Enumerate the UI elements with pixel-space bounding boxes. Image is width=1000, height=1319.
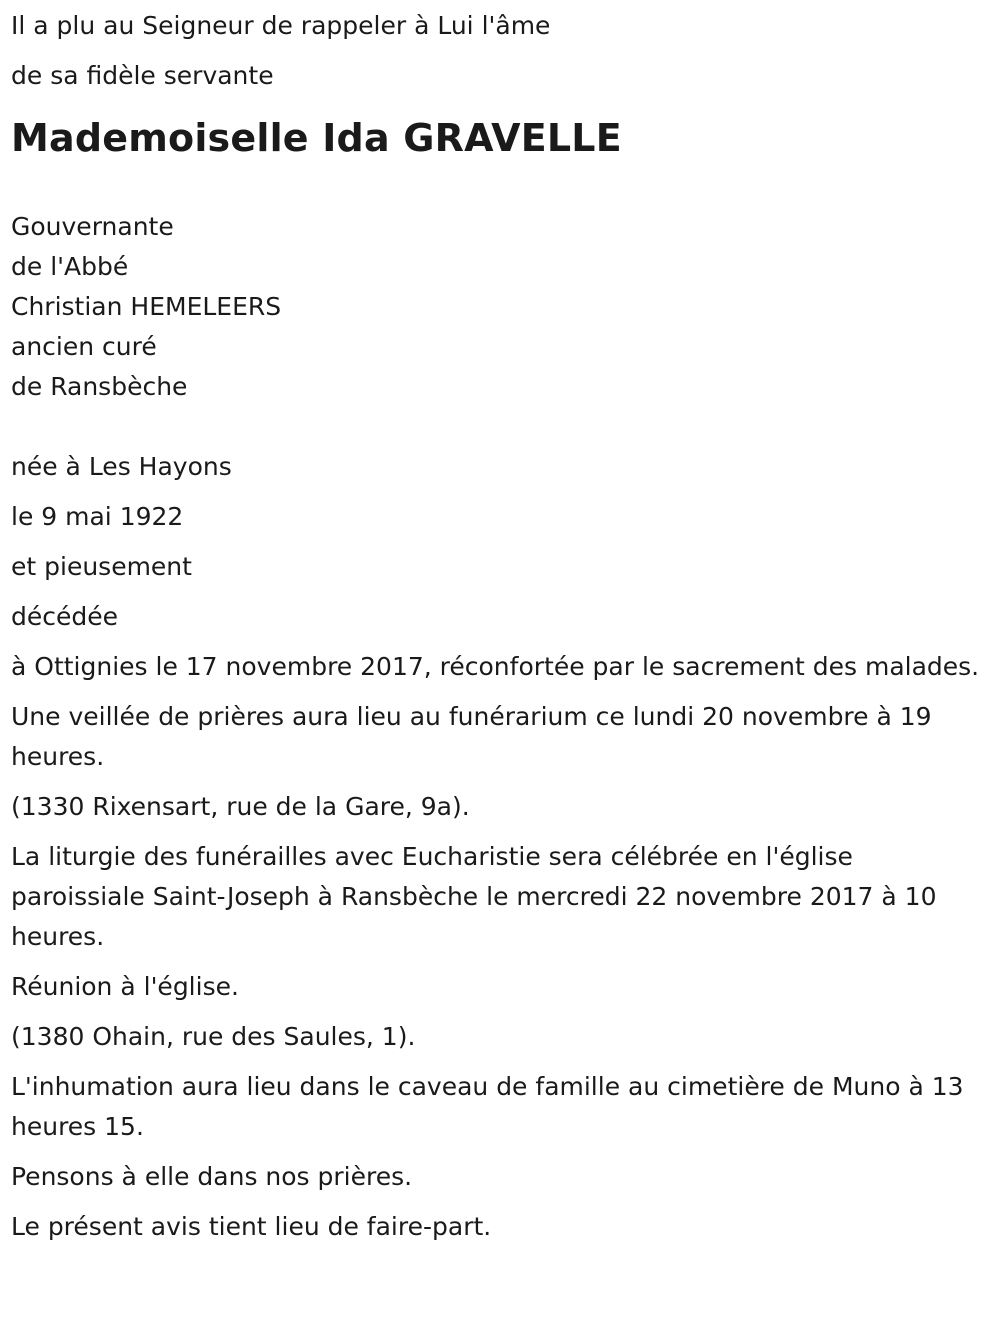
deceased-name: Mademoiselle Ida GRAVELLE (11, 116, 622, 160)
role-section (11, 207, 990, 407)
details-line: et pieusement (11, 552, 192, 581)
meeting-info: Réunion à l'église. (11, 972, 239, 1001)
funeral-info: La liturgie des funérailles avec Eucharistie sera célébrée en l'église paroissiale Saint-Joseph à Ransbèche le mercredi 22 novembre 2017 à 10 heures. (11, 842, 937, 951)
role-line: de l'Abbé (11, 252, 129, 281)
details-line: décédée (11, 602, 119, 631)
notice-line: Le présent avis tient lieu de faire-part. (11, 1212, 492, 1241)
birth-place: née à Les Hayons (11, 452, 232, 481)
obituary-notice (0, 6, 1000, 1319)
role-line: Gouvernante (11, 212, 174, 241)
birth-date: le 9 mai 1922 (11, 502, 184, 531)
details-section (11, 447, 990, 1247)
vigil-info: Une veillée de prières aura lieu au funérarium ce lundi 20 novembre à 19 heures. (11, 702, 932, 771)
role-line: ancien curé (11, 332, 157, 361)
burial-info: L'inhumation aura lieu dans le caveau de famille au cimetière de Muno à 13 heures 15. (11, 1072, 964, 1141)
vigil-address: (1330 Rixensart, rue de la Gare, 9a). (11, 792, 470, 821)
death-info: à Ottignies le 17 novembre 2017, réconfortée par le sacrement des malades. (11, 652, 980, 681)
meeting-address: (1380 Ohain, rue des Saules, 1). (11, 1022, 416, 1051)
intro-line: de sa fidèle servante (11, 61, 274, 90)
role-line: de Ransbèche (11, 372, 188, 401)
role-line: Christian HEMELEERS (11, 292, 282, 321)
intro-line: Il a plu au Seigneur de rappeler à Lui l'âme (11, 11, 551, 40)
intro-section (11, 6, 990, 96)
prayer-line: Pensons à elle dans nos prières. (11, 1162, 413, 1191)
